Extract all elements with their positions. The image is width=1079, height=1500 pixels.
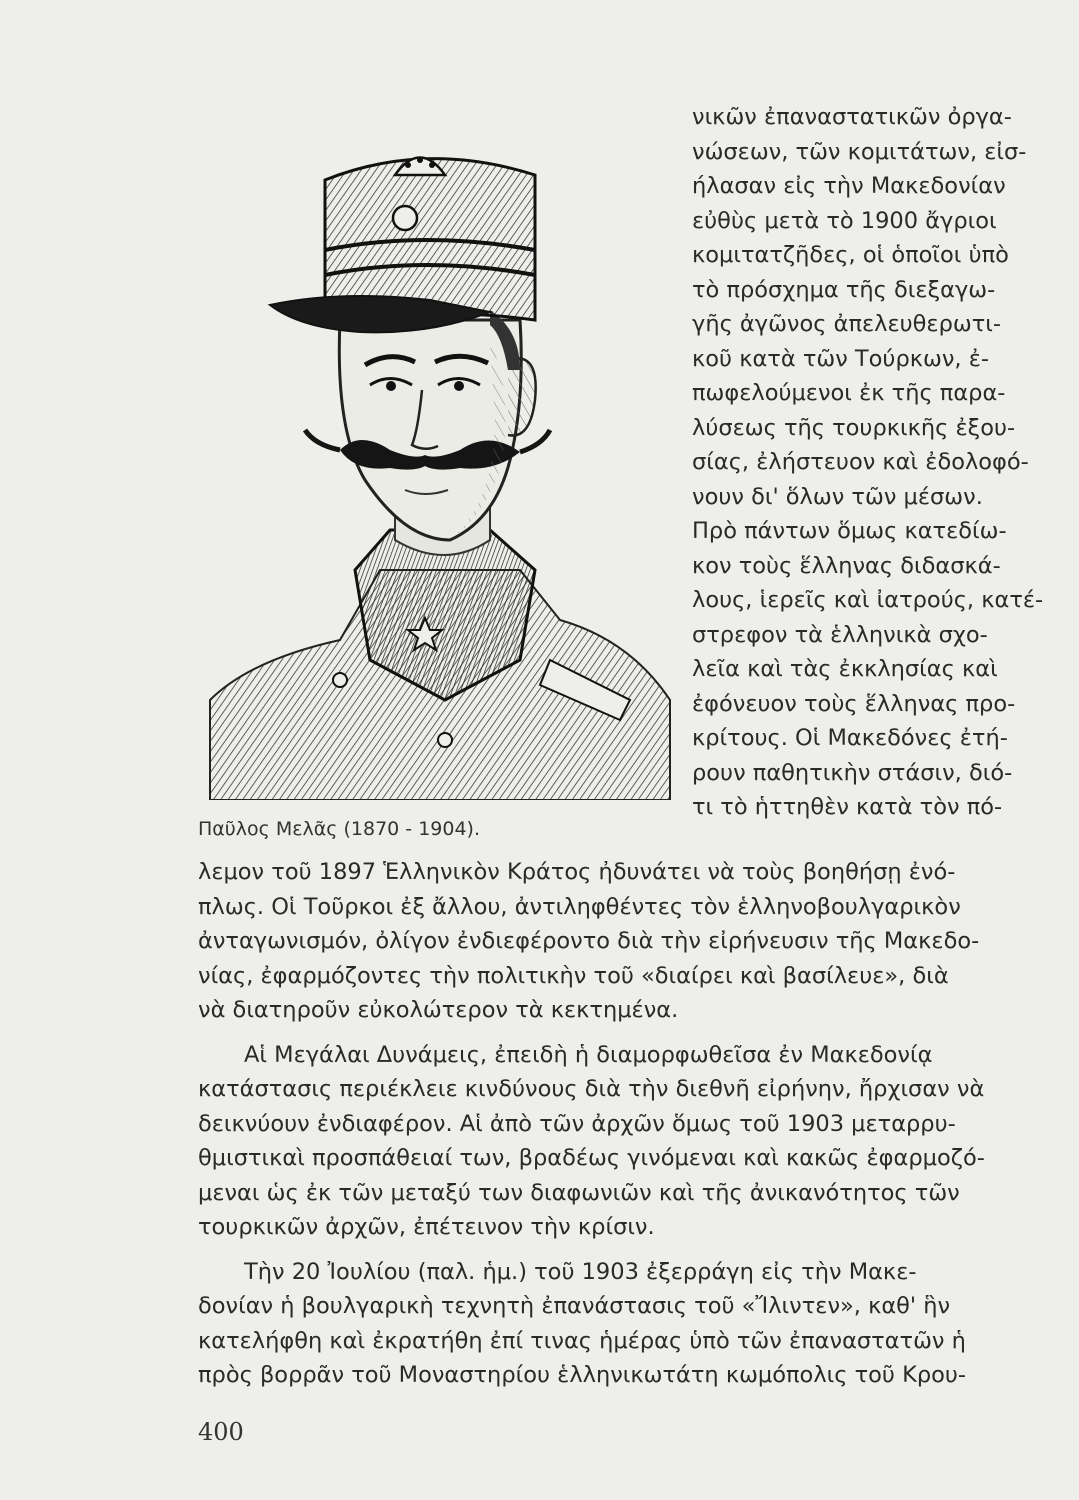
text-line: νίας, ἐφαρμόζοντες τὴν πολιτικὴν τοῦ «διαίρει καὶ βασίλευε», διὰ [198, 962, 949, 989]
paragraph-3 [198, 1255, 1048, 1393]
text-line: κρίτους. Οἱ Μακεδόνες ἐτή- [692, 725, 1008, 751]
text-line: ἀνταγωνισμόν, ὀλίγον ἐνδιεφέροντο διὰ τὴν εἰρήνευσιν τῆς Μακεδο- [198, 928, 980, 954]
text-line: Αἱ Μεγάλαι Δυνάμεις, ἐπειδὴ ἡ διαμορφωθεῖσα ἐν Μακεδονίᾳ [244, 1041, 933, 1068]
text-line: νουν δι' ὅλων τῶν μέσων. [692, 483, 983, 510]
text-line: κοῦ κατὰ τῶν Τούρκων, ἐ- [692, 345, 989, 372]
portrait-caption: Παῦλος Μελᾶς (1870 - 1904). [198, 818, 480, 840]
body-text [198, 855, 1048, 1393]
text-line: κατάστασις περιέκλειε κινδύνους διὰ τὴν διεθνῆ εἰρήνην, ἤρχισαν νὰ [198, 1076, 985, 1102]
paragraph-1 [198, 855, 1048, 1028]
text-line: Πρὸ πάντων ὅμως κατεδίω- [692, 518, 1007, 544]
text-line: πωφελούμενοι ἐκ τῆς παρα- [692, 380, 1006, 406]
right-text-column [692, 100, 1044, 825]
paragraph-2 [198, 1038, 1048, 1245]
text-line: λους, ἱερεῖς καὶ ἰατρούς, κατέ- [692, 587, 1044, 613]
text-line: νὰ διατηροῦν εὐκολώτερον τὰ κεκτημένα. [198, 997, 679, 1023]
text-line: σίας, ἐλήστευον καὶ ἐδολοφό- [692, 449, 1029, 475]
text-line: τὸ πρόσχημα τῆς διεξαγω- [692, 276, 996, 303]
portrait-illustration [190, 100, 690, 800]
text-line: νώσεων, τῶν κομιτάτων, εἰσ- [692, 138, 1027, 165]
text-line: λύσεως τῆς τουρκικῆς ἐξου- [692, 414, 1016, 441]
text-line: τι τὸ ἡττηθὲν κατὰ τὸν πό- [692, 794, 1003, 820]
text-line: ήλασαν εἰς τὴν Μακεδονίαν [692, 173, 1006, 199]
text-line: θμιστικαὶ προσπάθειαί των, βραδέως γινόμεναι καὶ κακῶς ἐφαρμοζό- [198, 1145, 985, 1171]
text-line: γῆς ἀγῶνος ἀπελευθερωτι- [692, 311, 1001, 337]
text-line: ἐφόνευον τοὺς ἕλληνας προ- [692, 690, 1016, 717]
text-line: νικῶν ἐπαναστατικῶν ὀργα- [692, 104, 1012, 130]
text-line: κατελήφθη καὶ ἐκρατήθη ἐπί τινας ἡμέρας ὑπὸ τῶν ἐπαναστατῶν ἡ [198, 1327, 966, 1354]
text-line: στρεφον τὰ ἑλληνικὰ σχο- [692, 621, 988, 648]
text-line: κομιτατζῆδες, οἱ ὁποῖοι ὑπὸ [692, 242, 1009, 268]
text-line: πλως. Οἱ Τοῦρκοι ἐξ ἄλλου, ἀντιληφθέντες τὸν ἑλληνοβουλγαρικὸν [198, 893, 961, 920]
text-line: εὐθὺς μετὰ τὸ 1900 ἄγριοι [692, 207, 997, 234]
text-line: μεναι ὡς ἐκ τῶν μεταξύ των διαφωνιῶν καὶ τῆς ἀνικανότητος τῶν [198, 1179, 960, 1206]
text-line: Τὴν 20 Ἰουλίου (παλ. ἡμ.) τοῦ 1903 ἐξερράγη εἰς τὴν Μακε- [244, 1258, 917, 1285]
text-line: δεικνύουν ἐνδιαφέρον. Αἱ ἀπὸ τῶν ἀρχῶν ὅμως τοῦ 1903 μεταρρυ- [198, 1110, 956, 1137]
text-line: λεῖα καὶ τὰς ἐκκλησίας καὶ [692, 656, 998, 682]
text-line: δονίαν ἡ βουλγαρικὴ τεχνητὴ ἐπανάστασις τοῦ «Ἴλιντεν», καθ' ἣν [198, 1293, 951, 1319]
text-line: λεμον τοῦ 1897 Ἑλληνικὸν Κράτος ἠδυνάτει νὰ τοὺς βοηθήσῃ ἐνό- [198, 859, 956, 885]
text-line: τουρκικῶν ἀρχῶν, ἐπέτεινον τὴν κρίσιν. [198, 1214, 655, 1240]
page-number: 400 [198, 1418, 244, 1446]
text-line: κον τοὺς ἕλληνας διδασκά- [692, 552, 1001, 579]
text-line: πρὸς βορρᾶν τοῦ Μοναστηρίου ἑλληνικωτάτη κωμόπολις τοῦ Κρου- [198, 1362, 967, 1388]
text-line: ρουν παθητικὴν στάσιν, διό- [692, 759, 1013, 786]
